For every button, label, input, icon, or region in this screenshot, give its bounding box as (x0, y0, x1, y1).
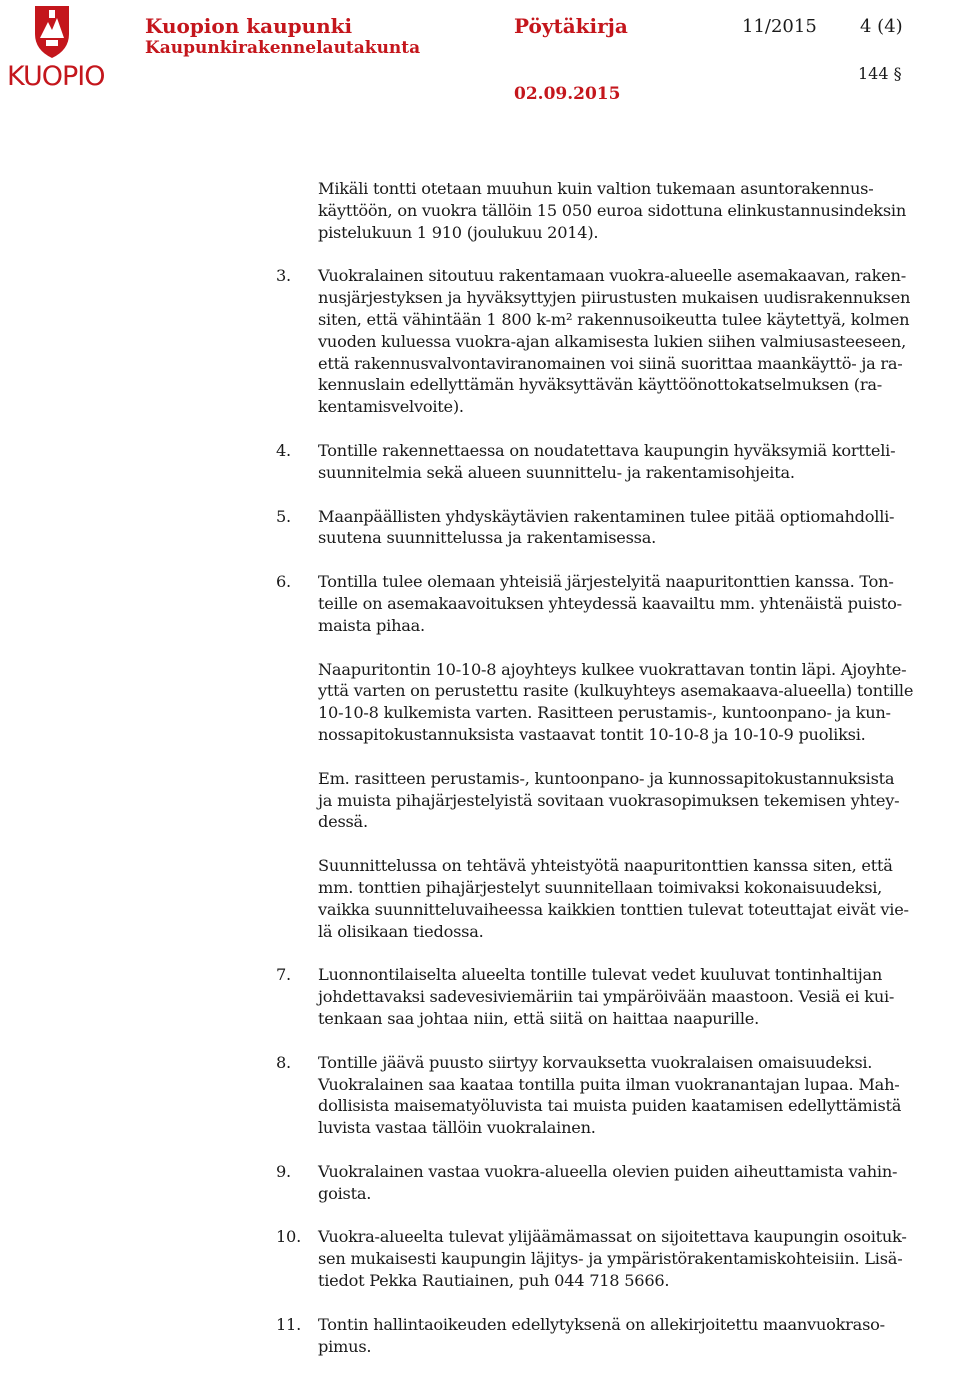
text-line: teille on asemakaavoituksen yhteydessä kaavailtu mm. yhtenäistä puisto- (318, 593, 902, 613)
paragraph (270, 855, 960, 942)
text-line: Naapuritontin 10-10-8 ajoyhteys kulkee vuokrattavan tontin läpi. Ajoyhte- (318, 659, 907, 679)
list-item (270, 571, 960, 636)
text-line: Em. rasitteen perustamis-, kuntoonpano- ja kunnossapitokustannuksista (318, 768, 895, 788)
text-line: Tontille jäävä puusto siirtyy korvauksetta vuokralaisen omaisuudeksi. (318, 1052, 873, 1072)
text-line: nusjärjestyksen ja hyväksyttyjen piirustusten mukaisen uudisrakennuksen (318, 288, 911, 308)
list-item (270, 440, 960, 484)
text-line: käyttöön, on vuokra tällöin 15 050 euroa sidottuna elinkustannusindeksin (318, 200, 907, 220)
document-body (270, 178, 960, 1357)
kuopio-logo (4, 4, 105, 92)
text-line: Suunnittelussa on tehtävä yhteistyötä naapuritonttien kanssa siten, että (318, 856, 893, 876)
meeting-date: 02.09.2015 (514, 84, 621, 104)
document-type: Pöytäkirja (514, 14, 628, 38)
paragraph (270, 659, 960, 746)
text-line: Maanpäällisten yhdyskäytävien rakentaminen tulee pitää optiomahdolli- (318, 506, 895, 526)
list-item (270, 506, 960, 550)
text-line: Tontille rakennettaessa on noudatettava kaupungin hyväksymiä kortteli- (318, 440, 896, 460)
text-line: Vuokralainen vastaa vuokra-alueella olevien puiden aiheuttamista vahin- (318, 1161, 898, 1181)
text-line: että rakennusvalvontaviranomainen voi siinä suorittaa maankäyttö- ja ra- (318, 353, 903, 373)
text-line: pimus. (318, 1336, 372, 1356)
text-line: vuoden kuluessa vuokra-ajan alkamisesta lukien siihen valmiusasteeseen, (318, 331, 906, 351)
text-line: tenkaan saa johtaa niin, että siitä on haittaa naapurille. (318, 1008, 759, 1028)
item-number: 3. (276, 266, 291, 286)
text-line: Tontin hallintaoikeuden edellytyksenä on allekirjoitettu maanvuokraso- (318, 1314, 885, 1334)
item-number: 4. (276, 440, 291, 460)
item-number: 5. (276, 506, 291, 526)
text-line: suutena suunnittelussa ja rakentamisessa. (318, 528, 657, 548)
logo-text: KUOPIO (7, 61, 105, 92)
text-line: 10-10-8 kulkemista varten. Rasitteen perustamis-, kuntoonpano- ja kun- (318, 703, 891, 723)
text-line: goista. (318, 1183, 372, 1203)
text-line: pistelukuun 1 910 (joulukuu 2014). (318, 222, 599, 242)
text-line: Vuokralainen sitoutuu rakentamaan vuokra-alueelle asemakaavan, raken- (318, 266, 906, 286)
text-line: tiedot Pekka Rautiainen, puh 044 718 5666. (318, 1271, 670, 1291)
page-info: 4 (4) (860, 16, 903, 37)
text-line: Mikäli tontti otetaan muuhun kuin valtion tukemaan asuntorakennus- (318, 179, 874, 198)
item-number: 8. (276, 1052, 291, 1072)
list-item (270, 265, 960, 418)
organization-name: Kuopion kaupunki (145, 14, 353, 38)
text-line: sen mukaisesti kaupungin läjitys- ja ympäristörakentamiskohteisiin. Lisä- (318, 1249, 903, 1269)
board-name: Kaupunkirakennelautakunta (145, 38, 421, 58)
text-line: lä olisikaan tiedossa. (318, 921, 484, 941)
list-item (270, 1052, 960, 1139)
text-line: dessä. (318, 812, 368, 832)
item-number: 10. (276, 1227, 301, 1247)
text-line: yttä varten on perustettu rasite (kulkuyhteys asemakaava-alueella) tontille (318, 681, 914, 701)
text-line: Vuokra-alueelta tulevat ylijäämämassat on sijoitettava kaupungin osoituk- (318, 1227, 907, 1247)
list-item (270, 1226, 960, 1291)
text-line: kennuslain edellyttämän hyväksyttävän käyttöönottokatselmuksen (ra- (318, 375, 882, 395)
document-number: 11/2015 (742, 16, 817, 37)
text-line: Vuokralainen saa kaataa tontilla puita ilman vuokranantajan lupaa. Mah- (318, 1074, 900, 1094)
intro-paragraph (270, 178, 960, 243)
item-number: 11. (276, 1314, 301, 1334)
text-line: luvista vastaa tällöin vuokralainen. (318, 1118, 596, 1138)
text-line: mm. tonttien pihajärjestelyt suunnitellaan toimivaksi kokonaisuudeksi, (318, 877, 883, 897)
paragraph (270, 768, 960, 833)
item-number: 6. (276, 572, 291, 592)
text-line: siten, että vähintään 1 800 k-m² rakennusoikeutta tulee käytettyä, kolmen (318, 309, 910, 329)
text-line: dollisista maisematyöluvista tai muista puiden kaatamisen edellyttämistä (318, 1096, 902, 1116)
list-item (270, 1161, 960, 1205)
kuopio-coat-of-arms-icon (4, 4, 100, 64)
item-number: 9. (276, 1161, 291, 1181)
text-line: vaikka suunnitteluvaiheessa kaikkien tonttien tulevat toteuttajat eivät vie- (318, 899, 909, 919)
text-line: Tontilla tulee olemaan yhteisiä järjestelyitä naapuritonttien kanssa. Ton- (318, 572, 894, 592)
text-line: johdettavaksi sadevesiviemäriin tai ympäröivään maastoon. Vesiä ei kui- (318, 987, 895, 1007)
list-item (270, 964, 960, 1029)
text-line: Luonnontilaiselta alueelta tontille tulevat vedet kuuluvat tontinhaltijan (318, 965, 883, 985)
text-line: maista pihaa. (318, 615, 425, 635)
text-line: kentamisvelvoite). (318, 397, 464, 417)
section-number: 144 § (858, 64, 902, 83)
text-line: suunnitelmia sekä alueen suunnittelu- ja rakentamisohjeita. (318, 462, 795, 482)
text-line: ja muista pihajärjestelyistä sovitaan vuokrasopimuksen tekemisen yhtey- (318, 790, 900, 810)
list-item (270, 1314, 960, 1358)
item-number: 7. (276, 965, 291, 985)
text-line: nossapitokustannuksista vastaavat tontit 10-10-8 ja 10-10-9 puoliksi. (318, 724, 866, 744)
